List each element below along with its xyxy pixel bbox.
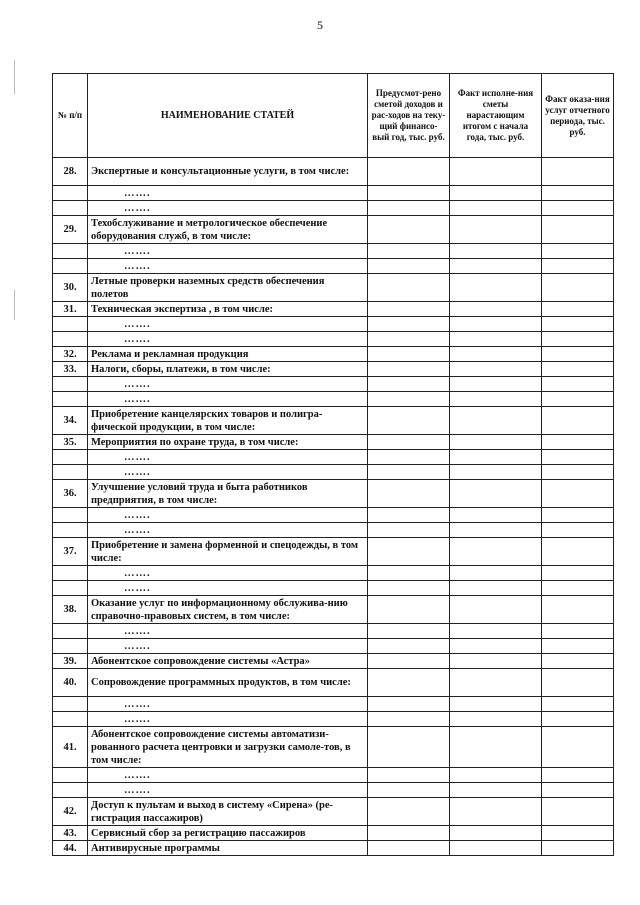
subrow-placeholder: ……. xyxy=(88,768,368,783)
value-cell-planned xyxy=(368,407,450,435)
value-cell xyxy=(368,201,450,216)
table-subrow xyxy=(53,783,614,798)
value-cell-actual xyxy=(450,841,542,856)
row-name: Доступ к пультам и выход в систему «Сирена» (ре-гистрация пассажиров) xyxy=(88,798,368,826)
row-name: Летные проверки наземных средств обеспечения полетов xyxy=(88,274,368,302)
subrow-placeholder: ……. xyxy=(88,317,368,332)
table-subrow xyxy=(53,566,614,581)
row-number: 38. xyxy=(53,596,88,624)
value-cell-services xyxy=(542,596,614,624)
value-cell xyxy=(450,244,542,259)
row-number: 36. xyxy=(53,480,88,508)
value-cell xyxy=(368,450,450,465)
value-cell xyxy=(542,639,614,654)
row-number: 31. xyxy=(53,302,88,317)
value-cell-planned xyxy=(368,216,450,244)
row-number: 39. xyxy=(53,654,88,669)
table-row xyxy=(53,841,614,856)
value-cell-planned xyxy=(368,347,450,362)
subrow-placeholder: ……. xyxy=(88,508,368,523)
value-cell xyxy=(368,392,450,407)
row-name: Сопровождение программных продуктов, в том числе: xyxy=(88,669,368,697)
subrow-placeholder: ……. xyxy=(88,712,368,727)
value-cell xyxy=(368,624,450,639)
value-cell xyxy=(368,186,450,201)
row-number xyxy=(53,639,88,654)
value-cell xyxy=(368,332,450,347)
value-cell xyxy=(450,201,542,216)
row-number: 42. xyxy=(53,798,88,826)
column-header-services: Факт оказа-ния услуг отчетного периода, тыс. руб. xyxy=(542,74,614,158)
value-cell-planned xyxy=(368,596,450,624)
table-row xyxy=(53,480,614,508)
row-number xyxy=(53,465,88,480)
row-number xyxy=(53,581,88,596)
row-number xyxy=(53,697,88,712)
page-number: 5 xyxy=(317,18,323,32)
value-cell xyxy=(542,697,614,712)
margin-mark xyxy=(14,290,15,320)
value-cell xyxy=(450,566,542,581)
table-header-row xyxy=(53,74,614,158)
table-row xyxy=(53,435,614,450)
row-name: Приобретение и замена форменной и спецодежды, в том числе: xyxy=(88,538,368,566)
value-cell-services xyxy=(542,480,614,508)
value-cell xyxy=(450,186,542,201)
row-number: 43. xyxy=(53,826,88,841)
value-cell-actual xyxy=(450,727,542,768)
row-name: Экспертные и консультационные услуги, в том числе: xyxy=(88,158,368,186)
value-cell xyxy=(542,317,614,332)
value-cell xyxy=(450,508,542,523)
value-cell-services xyxy=(542,407,614,435)
value-cell-services xyxy=(542,826,614,841)
table-subrow xyxy=(53,465,614,480)
table-subrow xyxy=(53,201,614,216)
table-subrow xyxy=(53,244,614,259)
value-cell xyxy=(450,783,542,798)
row-number xyxy=(53,523,88,538)
value-cell xyxy=(542,377,614,392)
row-number: 34. xyxy=(53,407,88,435)
row-number xyxy=(53,186,88,201)
table-row xyxy=(53,798,614,826)
value-cell xyxy=(542,201,614,216)
table-subrow xyxy=(53,581,614,596)
value-cell xyxy=(542,624,614,639)
row-number xyxy=(53,624,88,639)
value-cell xyxy=(542,332,614,347)
table-subrow xyxy=(53,768,614,783)
row-number xyxy=(53,783,88,798)
row-number xyxy=(53,508,88,523)
subrow-placeholder: ……. xyxy=(88,332,368,347)
row-name: Антивирусные программы xyxy=(88,841,368,856)
row-name: Техническая экспертиза , в том числе: xyxy=(88,302,368,317)
value-cell-services xyxy=(542,435,614,450)
value-cell xyxy=(450,581,542,596)
table-subrow xyxy=(53,624,614,639)
table-subrow xyxy=(53,697,614,712)
table-subrow xyxy=(53,186,614,201)
value-cell xyxy=(542,768,614,783)
value-cell-actual xyxy=(450,435,542,450)
value-cell xyxy=(368,317,450,332)
subrow-placeholder: ……. xyxy=(88,186,368,201)
value-cell xyxy=(450,450,542,465)
row-name: Налоги, сборы, платежи, в том числе: xyxy=(88,362,368,377)
value-cell xyxy=(542,465,614,480)
table-row xyxy=(53,407,614,435)
value-cell xyxy=(542,712,614,727)
value-cell xyxy=(450,768,542,783)
table-row xyxy=(53,158,614,186)
value-cell xyxy=(542,244,614,259)
value-cell-planned xyxy=(368,362,450,377)
value-cell xyxy=(542,566,614,581)
value-cell xyxy=(542,783,614,798)
value-cell-planned xyxy=(368,158,450,186)
margin-mark xyxy=(14,60,15,94)
table-row xyxy=(53,362,614,377)
row-number xyxy=(53,244,88,259)
row-number: 28. xyxy=(53,158,88,186)
table-subrow xyxy=(53,523,614,538)
value-cell xyxy=(368,783,450,798)
subrow-placeholder: ……. xyxy=(88,244,368,259)
value-cell-planned xyxy=(368,798,450,826)
table-subrow xyxy=(53,317,614,332)
value-cell-planned xyxy=(368,302,450,317)
value-cell xyxy=(368,377,450,392)
row-name: Сервисный сбор за регистрацию пассажиров xyxy=(88,826,368,841)
value-cell xyxy=(542,523,614,538)
row-number xyxy=(53,768,88,783)
value-cell xyxy=(368,259,450,274)
value-cell xyxy=(368,566,450,581)
value-cell-actual xyxy=(450,302,542,317)
value-cell-planned xyxy=(368,274,450,302)
row-number: 41. xyxy=(53,727,88,768)
row-name: Мероприятия по охране труда, в том числе: xyxy=(88,435,368,450)
table-row xyxy=(53,274,614,302)
value-cell-services xyxy=(542,362,614,377)
table-subrow xyxy=(53,332,614,347)
column-header-planned: Предусмот-рено сметой доходов и рас-ходов на теку-щий финансо-вый год, тыс. руб. xyxy=(368,74,450,158)
row-number: 44. xyxy=(53,841,88,856)
value-cell xyxy=(542,450,614,465)
value-cell xyxy=(450,392,542,407)
value-cell xyxy=(450,317,542,332)
row-number: 30. xyxy=(53,274,88,302)
table-row xyxy=(53,216,614,244)
table-subrow xyxy=(53,392,614,407)
value-cell-planned xyxy=(368,826,450,841)
value-cell-services xyxy=(542,216,614,244)
row-number xyxy=(53,377,88,392)
subrow-placeholder: ……. xyxy=(88,377,368,392)
column-header-number: № п/п xyxy=(53,74,88,158)
value-cell-actual xyxy=(450,538,542,566)
row-number xyxy=(53,332,88,347)
row-number: 40. xyxy=(53,669,88,697)
row-number: 33. xyxy=(53,362,88,377)
table-subrow xyxy=(53,508,614,523)
value-cell xyxy=(450,377,542,392)
value-cell xyxy=(368,523,450,538)
subrow-placeholder: ……. xyxy=(88,259,368,274)
column-header-name: НАИМЕНОВАНИЕ СТАТЕЙ xyxy=(88,74,368,158)
row-number xyxy=(53,712,88,727)
value-cell xyxy=(542,581,614,596)
value-cell xyxy=(450,712,542,727)
row-number xyxy=(53,392,88,407)
value-cell-actual xyxy=(450,274,542,302)
value-cell-planned xyxy=(368,669,450,697)
subrow-placeholder: ……. xyxy=(88,624,368,639)
value-cell-services xyxy=(542,669,614,697)
value-cell-actual xyxy=(450,407,542,435)
value-cell xyxy=(450,624,542,639)
subrow-placeholder: ……. xyxy=(88,697,368,712)
table-subrow xyxy=(53,450,614,465)
value-cell xyxy=(368,244,450,259)
table-row xyxy=(53,347,614,362)
value-cell-services xyxy=(542,798,614,826)
row-name: Абонентское сопровождение системы «Астра» xyxy=(88,654,368,669)
subrow-placeholder: ……. xyxy=(88,450,368,465)
value-cell-actual xyxy=(450,362,542,377)
value-cell-planned xyxy=(368,727,450,768)
value-cell xyxy=(450,465,542,480)
value-cell-actual xyxy=(450,216,542,244)
value-cell xyxy=(450,523,542,538)
row-name: Улучшение условий труда и быта работников предприятия, в том числе: xyxy=(88,480,368,508)
row-number xyxy=(53,450,88,465)
table-subrow xyxy=(53,712,614,727)
value-cell-planned xyxy=(368,435,450,450)
value-cell-actual xyxy=(450,798,542,826)
value-cell xyxy=(368,508,450,523)
value-cell-actual xyxy=(450,347,542,362)
value-cell-services xyxy=(542,302,614,317)
row-number: 29. xyxy=(53,216,88,244)
value-cell-actual xyxy=(450,654,542,669)
value-cell xyxy=(542,259,614,274)
budget-table xyxy=(52,73,614,856)
subrow-placeholder: ……. xyxy=(88,523,368,538)
value-cell xyxy=(542,508,614,523)
value-cell-actual xyxy=(450,669,542,697)
value-cell xyxy=(368,581,450,596)
value-cell-services xyxy=(542,538,614,566)
value-cell-services xyxy=(542,158,614,186)
subrow-placeholder: ……. xyxy=(88,392,368,407)
value-cell xyxy=(450,332,542,347)
row-number: 32. xyxy=(53,347,88,362)
value-cell xyxy=(368,712,450,727)
row-name: Техобслуживание и метрологическое обеспечение оборудования служб, в том числе: xyxy=(88,216,368,244)
value-cell-planned xyxy=(368,841,450,856)
value-cell-services xyxy=(542,841,614,856)
value-cell-actual xyxy=(450,826,542,841)
row-number xyxy=(53,566,88,581)
value-cell xyxy=(542,186,614,201)
value-cell-actual xyxy=(450,480,542,508)
value-cell-planned xyxy=(368,480,450,508)
table-row xyxy=(53,302,614,317)
row-name: Приобретение канцелярских товаров и полигра-фической продукции, в том числе: xyxy=(88,407,368,435)
table-row xyxy=(53,669,614,697)
row-number xyxy=(53,201,88,216)
value-cell-actual xyxy=(450,158,542,186)
table-subrow xyxy=(53,259,614,274)
value-cell xyxy=(450,259,542,274)
value-cell xyxy=(542,392,614,407)
table-subrow xyxy=(53,377,614,392)
row-number xyxy=(53,317,88,332)
subrow-placeholder: ……. xyxy=(88,639,368,654)
value-cell-services xyxy=(542,654,614,669)
value-cell xyxy=(450,697,542,712)
row-number xyxy=(53,259,88,274)
subrow-placeholder: ……. xyxy=(88,783,368,798)
table-subrow xyxy=(53,639,614,654)
value-cell-services xyxy=(542,727,614,768)
subrow-placeholder: ……. xyxy=(88,566,368,581)
value-cell xyxy=(368,697,450,712)
row-name: Абонентское сопровождение системы автоматизи-рованного расчета центровки и загрузки самоле-тов, в том числе: xyxy=(88,727,368,768)
value-cell-services xyxy=(542,347,614,362)
value-cell xyxy=(368,465,450,480)
subrow-placeholder: ……. xyxy=(88,201,368,216)
row-number: 35. xyxy=(53,435,88,450)
row-name: Реклама и рекламная продукция xyxy=(88,347,368,362)
table-row xyxy=(53,727,614,768)
value-cell xyxy=(450,639,542,654)
value-cell xyxy=(368,639,450,654)
value-cell-actual xyxy=(450,596,542,624)
row-name: Оказание услуг по информационному обслужива-нию справочно-правовых систем, в том числе: xyxy=(88,596,368,624)
value-cell xyxy=(368,768,450,783)
subrow-placeholder: ……. xyxy=(88,465,368,480)
row-number: 37. xyxy=(53,538,88,566)
value-cell-services xyxy=(542,274,614,302)
column-header-actual: Факт исполне-ния сметы нарастающим итогом с начала года, тыс. руб. xyxy=(450,74,542,158)
table-row xyxy=(53,826,614,841)
table-row xyxy=(53,538,614,566)
subrow-placeholder: ……. xyxy=(88,581,368,596)
table-row xyxy=(53,596,614,624)
value-cell-planned xyxy=(368,654,450,669)
value-cell-planned xyxy=(368,538,450,566)
table-row xyxy=(53,654,614,669)
